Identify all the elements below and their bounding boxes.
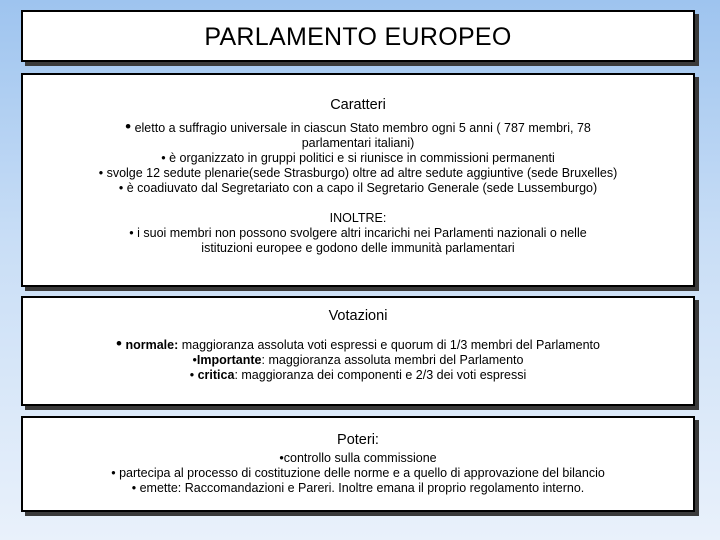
caratteri-line-3: [23, 151, 693, 166]
caratteri-text-3: è organizzato in gruppi politici e si riunisce in commissioni permanenti: [169, 151, 555, 165]
votazioni-desc-1: maggioranza assoluta voti espressi e quorum di 1/3 membri del Parlamento: [178, 338, 600, 352]
votazioni-heading: Votazioni: [328, 308, 388, 324]
caratteri-line-7: istituzioni europee e godono delle immunità parlamentari: [201, 241, 515, 255]
poteri-heading: Poteri:: [337, 432, 379, 448]
poteri-box: [21, 416, 695, 512]
bullet-icon: •: [161, 151, 166, 165]
bullet-icon: •: [116, 334, 122, 353]
caratteri-line-4: [23, 166, 693, 181]
poteri-text-1: controllo sulla commissione: [283, 451, 437, 465]
votazioni-desc-2: : maggioranza assoluta membri del Parlamento: [261, 353, 524, 367]
caratteri-text-4: svolge 12 sedute plenarie(sede Strasburgo) oltre ad altre sedute aggiuntive (sede Bruxelles): [106, 166, 618, 180]
bullet-icon: •: [98, 166, 104, 180]
poteri-line-2: [23, 466, 693, 481]
poteri-text-3: emette: Raccomandazioni e Pareri. Inoltre emana il proprio regolamento interno.: [139, 481, 585, 495]
bullet-icon: •: [118, 181, 124, 195]
bullet-icon: •: [125, 117, 132, 136]
caratteri-text-5: è coadiuvato dal Segretariato con a capo il Segretario Generale (sede Lussemburgo): [126, 181, 598, 195]
bullet-icon: •: [189, 368, 195, 382]
caratteri-line-6: [23, 226, 693, 241]
page-title: PARLAMENTO EUROPEO: [204, 23, 512, 51]
caratteri-line-5: [23, 181, 693, 196]
votazioni-box: [21, 296, 695, 406]
votazioni-line-3: [23, 368, 693, 383]
votazioni-line-2: [23, 353, 693, 368]
poteri-text-2: partecipa al processo di costituzione delle norme e a quello di approvazione del bilancio: [119, 466, 605, 480]
bullet-icon: •: [129, 226, 134, 240]
poteri-line-1: [23, 451, 693, 466]
bullet-icon: •: [131, 481, 137, 495]
caratteri-box: [21, 73, 695, 287]
title-box: [21, 10, 695, 62]
poteri-line-3: [23, 481, 693, 496]
votazioni-desc-3: : maggioranza dei componenti e 2/3 dei voti espressi: [234, 368, 527, 382]
bullet-icon: •: [192, 353, 197, 367]
votazioni-term-1: normale:: [125, 338, 179, 352]
caratteri-line-2: parlamentari italiani): [301, 136, 415, 150]
caratteri-text-1: eletto a suffragio universale in ciascun Stato membro ogni 5 anni ( 787 membri, 78: [134, 121, 591, 135]
caratteri-line-1: [23, 117, 693, 136]
bullet-icon: •: [111, 466, 116, 480]
caratteri-heading: Caratteri: [330, 97, 386, 113]
votazioni-line-1: [23, 334, 693, 353]
caratteri-text-6: i suoi membri non possono svolgere altri incarichi nei Parlamenti nazionali o nelle: [137, 226, 587, 240]
bullet-icon: •: [279, 451, 284, 465]
votazioni-term-2: Importante: [196, 353, 262, 367]
votazioni-term-3: critica: [197, 368, 235, 382]
caratteri-inoltre: INOLTRE:: [329, 211, 387, 225]
